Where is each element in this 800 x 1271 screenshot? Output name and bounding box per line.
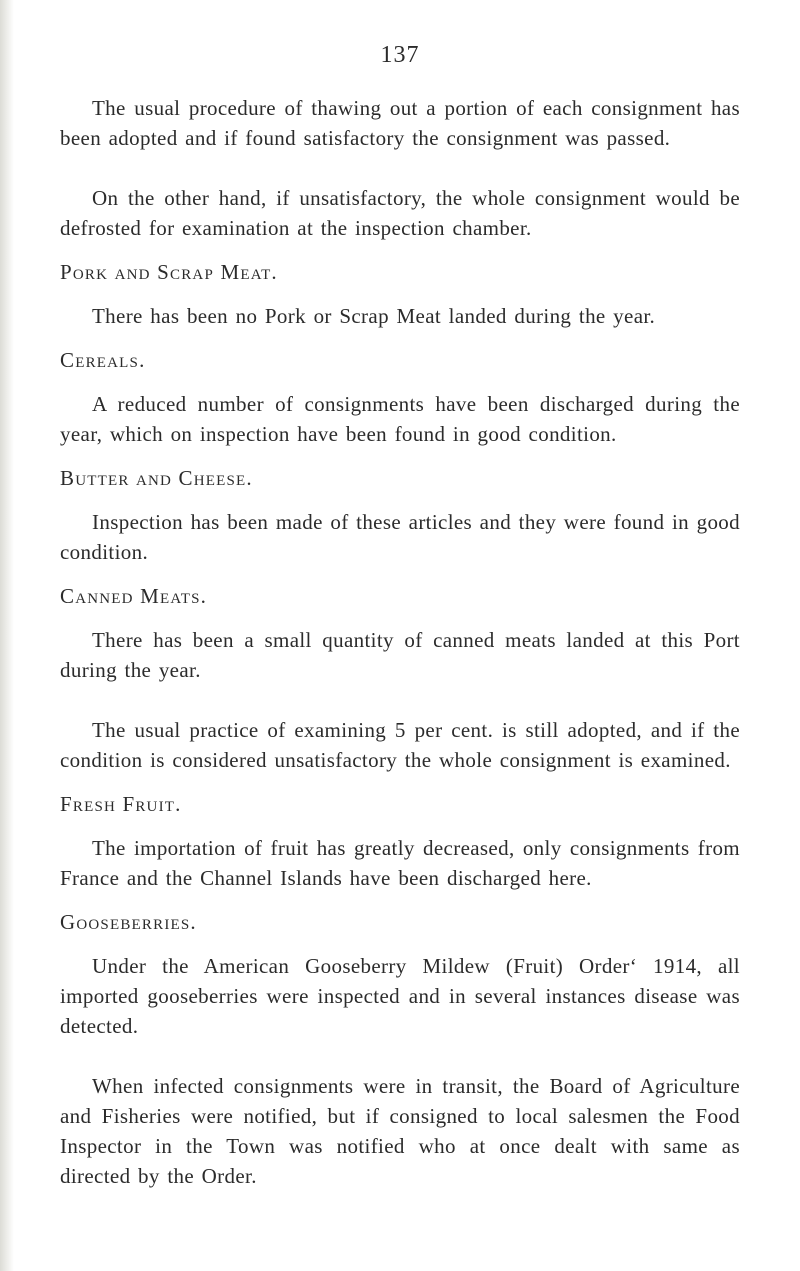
heading-butter-and-cheese: Butter and Cheese. xyxy=(60,466,253,490)
paragraph-canned-meats: There has been a small quantity of canned meats landed at this Port during the year. xyxy=(60,628,740,682)
heading-cereals: Cereals. xyxy=(60,348,146,372)
paragraph-butter-and-cheese: Inspection has been made of these articles and they were found in good condition. xyxy=(60,510,740,564)
paragraph-infected-consignments: When infected consignments were in transit, the Board of Agriculture and Fisheries were notified, but if consigned to local salesmen the Food Inspector in the Town was notified who at once dealt with same as directed by the Order. xyxy=(60,1074,740,1188)
binding-gutter xyxy=(0,0,14,1271)
heading-gooseberries: Gooseberries. xyxy=(60,910,197,934)
paragraph-cereals: A reduced number of consignments have been discharged during the year, which on inspection have been found in good condition. xyxy=(60,392,740,446)
document-page xyxy=(60,40,740,1191)
paragraph-defrosting: On the other hand, if unsatisfactory, the whole consignment would be defrosted for examination at the inspection chamber. xyxy=(60,186,740,240)
paragraph-canned-meats-examination: The usual practice of examining 5 per cent. is still adopted, and if the condition is considered unsatisfactory the whole consignment is examined. xyxy=(60,718,740,772)
paragraph-gooseberry-order: Under the American Gooseberry Mildew (Fruit) Order‘ 1914, all imported gooseberries were inspected and in several instances disease was detected. xyxy=(60,954,740,1038)
paragraph-thawing-procedure: The usual procedure of thawing out a portion of each consignment has been adopted and if found satisfactory the consignment was passed. xyxy=(60,96,740,150)
heading-fresh-fruit: Fresh Fruit. xyxy=(60,792,182,816)
page-number: 137 xyxy=(380,42,420,68)
heading-canned-meats: Canned Meats. xyxy=(60,584,208,608)
heading-pork-and-scrap-meat: Pork and Scrap Meat. xyxy=(60,260,278,284)
paragraph-fresh-fruit: The importation of fruit has greatly decreased, only consignments from France and the Channel Islands have been discharged here. xyxy=(60,836,740,890)
paragraph-pork-and-scrap-meat: There has been no Pork or Scrap Meat landed during the year. xyxy=(92,304,656,328)
